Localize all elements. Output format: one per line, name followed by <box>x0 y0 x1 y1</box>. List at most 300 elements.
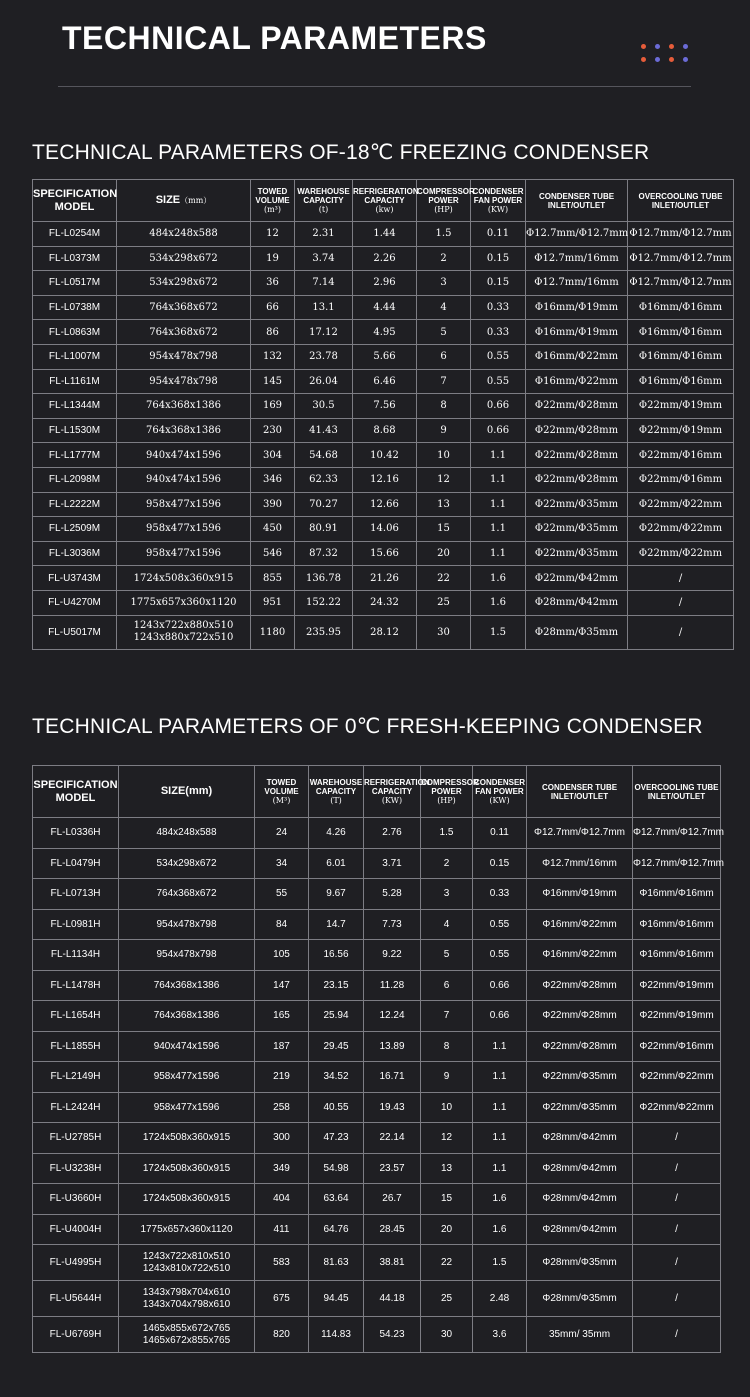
table-row <box>33 970 721 1001</box>
cell-model: FL-L0981H <box>33 909 119 940</box>
cell-towed-volume: 404 <box>255 1184 309 1215</box>
cell-compressor-power: 6 <box>417 344 471 369</box>
table-row <box>33 394 734 419</box>
cell-fan-power: 2.48 <box>473 1281 527 1317</box>
cell-size <box>119 1281 255 1317</box>
cell-size: 958x477x1596 <box>119 1062 255 1093</box>
cell-refrigeration-capacity: 8.68 <box>353 418 417 443</box>
cell-model: FL-L0254M <box>33 222 117 247</box>
cell-model: FL-L1344M <box>33 394 117 419</box>
cell-towed-volume: 219 <box>255 1062 309 1093</box>
fresh-keeping-spec-table <box>32 765 724 1353</box>
cell-overcooling-tube: Φ22mm/Φ22mm <box>628 492 734 517</box>
cell-fan-power: 0.55 <box>473 940 527 971</box>
cell-overcooling-tube: / <box>628 590 734 615</box>
cell-condenser-tube: Φ16mm/Φ22mm <box>527 940 633 971</box>
cell-fan-power: 1.6 <box>471 590 526 615</box>
cell-fan-power: 1.1 <box>473 1123 527 1154</box>
table-row <box>33 222 734 247</box>
cell-towed-volume: 1180 <box>251 615 295 649</box>
cell-warehouse-capacity: 114.83 <box>309 1317 364 1353</box>
cell-towed-volume: 147 <box>255 970 309 1001</box>
page-title: TECHNICAL PARAMETERS <box>62 20 487 56</box>
cell-fan-power: 0.33 <box>471 320 526 345</box>
cell-towed-volume: 84 <box>255 909 309 940</box>
cell-size: 534x298x672 <box>117 271 251 296</box>
cell-refrigeration-capacity: 38.81 <box>364 1245 421 1281</box>
cell-towed-volume: 411 <box>255 1214 309 1245</box>
cell-model: FL-L1530M <box>33 418 117 443</box>
cell-line: 1243x810x722x510 <box>142 1262 231 1274</box>
fresh-keeping-section-title: TECHNICAL PARAMETERS OF 0℃ FRESH-KEEPING CONDENSER <box>32 715 703 738</box>
header-spec-model: SPECIFICATION MODEL <box>33 766 119 818</box>
cell-compressor-power: 10 <box>417 443 471 468</box>
cell-model: FL-L2424H <box>33 1092 119 1123</box>
cell-fan-power: 0.33 <box>473 879 527 910</box>
cell-compressor-power: 22 <box>417 566 471 591</box>
table-row <box>33 369 734 394</box>
cell-condenser-tube: Φ28mm/Φ35mm <box>527 1281 633 1317</box>
cell-model: FL-U2785H <box>33 1123 119 1154</box>
cell-model: FL-L2509M <box>33 517 117 542</box>
header-overcooling-tube: OVERCOOLING TUBE INLET/OUTLET <box>628 180 734 222</box>
cell-fan-power: 1.1 <box>471 492 526 517</box>
cell-compressor-power: 20 <box>417 541 471 566</box>
cell-size: 1775x657x360x1120 <box>119 1214 255 1245</box>
cell-compressor-power: 1.5 <box>417 222 471 247</box>
cell-towed-volume: 450 <box>251 517 295 542</box>
table-row <box>33 1214 721 1245</box>
cell-compressor-power: 5 <box>417 320 471 345</box>
cell-refrigeration-capacity: 2.76 <box>364 818 421 849</box>
table-row <box>33 940 721 971</box>
cell-towed-volume: 546 <box>251 541 295 566</box>
cell-refrigeration-capacity: 13.89 <box>364 1031 421 1062</box>
cell-size: 958x477x1596 <box>117 517 251 542</box>
cell-condenser-tube: Φ22mm/Φ28mm <box>527 1031 633 1062</box>
decorative-dots-icon <box>641 44 689 62</box>
cell-fan-power: 0.66 <box>471 394 526 419</box>
cell-refrigeration-capacity: 44.18 <box>364 1281 421 1317</box>
cell-model: FL-L1855H <box>33 1031 119 1062</box>
cell-towed-volume: 24 <box>255 818 309 849</box>
cell-towed-volume: 169 <box>251 394 295 419</box>
header-warehouse-capacity <box>295 180 353 222</box>
header-label: REFRIGERATION CAPACITY <box>364 778 430 796</box>
cell-size <box>117 615 251 649</box>
cell-refrigeration-capacity: 4.95 <box>353 320 417 345</box>
cell-compressor-power: 12 <box>417 467 471 492</box>
header-condenser-fan-power <box>473 766 527 818</box>
cell-size: 764x368x1386 <box>119 1001 255 1032</box>
cell-refrigeration-capacity: 14.06 <box>353 517 417 542</box>
cell-warehouse-capacity: 136.78 <box>295 566 353 591</box>
cell-model: FL-L0336H <box>33 818 119 849</box>
header-unit: (M³) <box>272 796 291 805</box>
cell-size: 764x368x672 <box>117 320 251 345</box>
cell-condenser-tube: Φ22mm/Φ35mm <box>526 492 628 517</box>
cell-overcooling-tube: / <box>633 1153 721 1184</box>
cell-fan-power: 1.1 <box>473 1062 527 1093</box>
cell-overcooling-tube: Φ16mm/Φ16mm <box>628 369 734 394</box>
cell-model: FL-U5017M <box>33 615 117 649</box>
table-row <box>33 443 734 468</box>
header-label: TOWED VOLUME <box>255 187 290 205</box>
cell-towed-volume: 820 <box>255 1317 309 1353</box>
cell-warehouse-capacity: 40.55 <box>309 1092 364 1123</box>
cell-size: 954x478x798 <box>117 344 251 369</box>
cell-towed-volume: 346 <box>251 467 295 492</box>
cell-fan-power: 0.55 <box>473 909 527 940</box>
cell-condenser-tube: Φ16mm/Φ22mm <box>527 909 633 940</box>
table-row <box>33 1123 721 1154</box>
cell-towed-volume: 12 <box>251 222 295 247</box>
table-row <box>33 271 734 296</box>
table-row <box>33 909 721 940</box>
cell-fan-power: 3.6 <box>473 1317 527 1353</box>
cell-overcooling-tube: Φ22mm/Φ19mm <box>633 970 721 1001</box>
cell-warehouse-capacity: 6.01 <box>309 848 364 879</box>
cell-size: 1724x508x360x915 <box>117 566 251 591</box>
cell-refrigeration-capacity: 21.26 <box>353 566 417 591</box>
cell-fan-power: 0.33 <box>471 295 526 320</box>
cell-model: FL-L2098M <box>33 467 117 492</box>
cell-overcooling-tube: Φ22mm/Φ22mm <box>628 517 734 542</box>
cell-refrigeration-capacity: 2.96 <box>353 271 417 296</box>
cell-compressor-power: 30 <box>417 615 471 649</box>
cell-towed-volume: 583 <box>255 1245 309 1281</box>
header-towed-volume <box>251 180 295 222</box>
cell-refrigeration-capacity: 15.66 <box>353 541 417 566</box>
cell-towed-volume: 86 <box>251 320 295 345</box>
cell-refrigeration-capacity: 26.7 <box>364 1184 421 1215</box>
cell-compressor-power: 5 <box>421 940 473 971</box>
cell-warehouse-capacity: 26.04 <box>295 369 353 394</box>
header-refrigeration-capacity <box>364 766 430 818</box>
cell-refrigeration-capacity: 10.42 <box>353 443 417 468</box>
header-label: WAREHOUSE CAPACITY <box>309 778 363 796</box>
cell-towed-volume: 349 <box>255 1153 309 1184</box>
cell-line: 1343x798x704x610 <box>142 1286 231 1298</box>
cell-line: 1343x704x798x610 <box>142 1298 231 1310</box>
cell-compressor-power: 22 <box>421 1245 473 1281</box>
cell-fan-power: 0.55 <box>471 344 526 369</box>
cell-fan-power: 1.1 <box>471 517 526 542</box>
cell-warehouse-capacity: 235.95 <box>295 615 353 649</box>
cell-condenser-tube: Φ22mm/Φ35mm <box>527 1092 633 1123</box>
table-header-row <box>33 180 734 222</box>
cell-compressor-power: 8 <box>421 1031 473 1062</box>
header-size: SIZE(mm) <box>119 766 255 818</box>
cell-warehouse-capacity: 2.31 <box>295 222 353 247</box>
cell-fan-power: 1.5 <box>473 1245 527 1281</box>
header-label: COMPRESSOR POWER <box>417 187 475 205</box>
cell-line: 1243x722x880x510 <box>133 620 234 631</box>
table-row <box>33 590 734 615</box>
cell-size: 954x478x798 <box>117 369 251 394</box>
header-divider <box>58 86 691 87</box>
table-row <box>33 848 721 879</box>
cell-size <box>119 1245 255 1281</box>
table-row <box>33 344 734 369</box>
cell-size: 484x248x588 <box>117 222 251 247</box>
cell-model: FL-L2222M <box>33 492 117 517</box>
cell-overcooling-tube: Φ16mm/Φ16mm <box>628 344 734 369</box>
cell-model: FL-U5644H <box>33 1281 119 1317</box>
cell-size: 940x474x1596 <box>119 1031 255 1062</box>
cell-warehouse-capacity: 64.76 <box>309 1214 364 1245</box>
cell-refrigeration-capacity: 12.24 <box>364 1001 421 1032</box>
cell-towed-volume: 165 <box>255 1001 309 1032</box>
cell-overcooling-tube: / <box>633 1317 721 1353</box>
header-unit: (t) <box>318 205 329 214</box>
cell-compressor-power: 20 <box>421 1214 473 1245</box>
header-unit: (HP) <box>434 205 453 214</box>
cell-size: 940x474x1596 <box>117 443 251 468</box>
header-label: REFRIGERATION CAPACITY <box>353 187 419 205</box>
cell-fan-power: 0.11 <box>473 818 527 849</box>
cell-fan-power: 0.66 <box>471 418 526 443</box>
cell-model: FL-L1478H <box>33 970 119 1001</box>
cell-size: 954x478x798 <box>119 940 255 971</box>
cell-overcooling-tube: Φ22mm/Φ22mm <box>633 1062 721 1093</box>
cell-warehouse-capacity: 62.33 <box>295 467 353 492</box>
cell-compressor-power: 4 <box>421 909 473 940</box>
cell-condenser-tube: Φ22mm/Φ28mm <box>526 394 628 419</box>
cell-overcooling-tube: / <box>633 1281 721 1317</box>
cell-model: FL-U4995H <box>33 1245 119 1281</box>
cell-model: FL-L2149H <box>33 1062 119 1093</box>
cell-overcooling-tube: Φ22mm/Φ19mm <box>628 394 734 419</box>
cell-size: 534x298x672 <box>119 848 255 879</box>
cell-condenser-tube: Φ22mm/Φ35mm <box>526 517 628 542</box>
cell-warehouse-capacity: 54.68 <box>295 443 353 468</box>
freezing-table-body <box>33 222 734 650</box>
table-row <box>33 1001 721 1032</box>
cell-overcooling-tube: Φ16mm/Φ16mm <box>633 909 721 940</box>
cell-refrigeration-capacity: 4.44 <box>353 295 417 320</box>
cell-overcooling-tube: Φ22mm/Φ16mm <box>628 467 734 492</box>
cell-refrigeration-capacity: 12.66 <box>353 492 417 517</box>
cell-condenser-tube: 35mm/ 35mm <box>527 1317 633 1353</box>
cell-fan-power: 1.5 <box>471 615 526 649</box>
cell-warehouse-capacity: 34.52 <box>309 1062 364 1093</box>
header-refrigeration-capacity <box>353 180 417 222</box>
cell-overcooling-tube: Φ22mm/Φ19mm <box>633 1001 721 1032</box>
cell-fan-power: 1.1 <box>473 1092 527 1123</box>
cell-warehouse-capacity: 25.94 <box>309 1001 364 1032</box>
cell-warehouse-capacity: 7.14 <box>295 271 353 296</box>
cell-condenser-tube: Φ16mm/Φ22mm <box>526 369 628 394</box>
cell-towed-volume: 19 <box>251 246 295 271</box>
cell-size: 1775x657x360x1120 <box>117 590 251 615</box>
cell-fan-power: 1.1 <box>471 443 526 468</box>
cell-model: FL-U3743M <box>33 566 117 591</box>
header-spec-model: SPECIFICATION MODEL <box>33 180 117 222</box>
cell-compressor-power: 1.5 <box>421 818 473 849</box>
cell-model: FL-L0517M <box>33 271 117 296</box>
cell-refrigeration-capacity: 1.44 <box>353 222 417 247</box>
dot <box>641 57 646 62</box>
header-unit: (KW) <box>489 796 510 805</box>
cell-refrigeration-capacity: 22.14 <box>364 1123 421 1154</box>
freezing-section-title: TECHNICAL PARAMETERS OF-18℃ FREEZING CONDENSER <box>32 141 650 164</box>
cell-overcooling-tube: Φ22mm/Φ16mm <box>633 1031 721 1062</box>
cell-size: 534x298x672 <box>117 246 251 271</box>
cell-condenser-tube: Φ16mm/Φ19mm <box>527 879 633 910</box>
cell-warehouse-capacity: 70.27 <box>295 492 353 517</box>
cell-fan-power: 1.6 <box>473 1184 527 1215</box>
cell-condenser-tube: Φ28mm/Φ42mm <box>526 590 628 615</box>
cell-compressor-power: 9 <box>421 1062 473 1093</box>
cell-condenser-tube: Φ22mm/Φ28mm <box>527 970 633 1001</box>
cell-condenser-tube: Φ16mm/Φ19mm <box>526 320 628 345</box>
cell-warehouse-capacity: 9.67 <box>309 879 364 910</box>
cell-refrigeration-capacity: 11.28 <box>364 970 421 1001</box>
cell-fan-power: 1.6 <box>473 1214 527 1245</box>
cell-condenser-tube: Φ28mm/Φ42mm <box>527 1153 633 1184</box>
dot <box>683 57 688 62</box>
cell-overcooling-tube: Φ16mm/Φ16mm <box>633 879 721 910</box>
cell-condenser-tube: Φ12.7mm/16mm <box>526 246 628 271</box>
cell-overcooling-tube: Φ16mm/Φ16mm <box>628 320 734 345</box>
cell-overcooling-tube: Φ16mm/Φ16mm <box>633 940 721 971</box>
header-label: COMPRESSOR POWER <box>421 778 479 796</box>
cell-warehouse-capacity: 13.1 <box>295 295 353 320</box>
cell-warehouse-capacity: 94.45 <box>309 1281 364 1317</box>
table-row <box>33 295 734 320</box>
cell-condenser-tube: Φ28mm/Φ42mm <box>527 1214 633 1245</box>
fresh-keeping-table-body <box>33 818 724 1353</box>
cell-size: 1724x508x360x915 <box>119 1153 255 1184</box>
table-row <box>33 541 734 566</box>
cell-refrigeration-capacity: 9.22 <box>364 940 421 971</box>
cell-overcooling-tube: Φ22mm/Φ19mm <box>628 418 734 443</box>
header-unit: (m³) <box>263 205 282 214</box>
table-row <box>33 418 734 443</box>
table-row <box>33 1184 721 1215</box>
table-row <box>33 615 734 649</box>
header-compressor-power <box>417 180 475 222</box>
cell-model: FL-L3036M <box>33 541 117 566</box>
cell-overcooling-tube: / <box>628 566 734 591</box>
cell-refrigeration-capacity: 2.26 <box>353 246 417 271</box>
cell-refrigeration-capacity: 28.45 <box>364 1214 421 1245</box>
table-row <box>33 1031 721 1062</box>
cell-size: 958x477x1596 <box>117 541 251 566</box>
header-unit: (kw) <box>375 205 394 214</box>
cell-warehouse-capacity: 4.26 <box>309 818 364 849</box>
cell-compressor-power: 2 <box>417 246 471 271</box>
table-row <box>33 818 721 849</box>
header-warehouse-capacity <box>309 766 364 818</box>
table-row <box>33 1317 721 1353</box>
cell-fan-power: 0.66 <box>473 1001 527 1032</box>
header-label: CONDENSER FAN POWER <box>472 187 524 205</box>
cell-condenser-tube: Φ16mm/Φ19mm <box>526 295 628 320</box>
cell-size: 764x368x672 <box>117 295 251 320</box>
cell-condenser-tube: Φ12.7mm/16mm <box>527 848 633 879</box>
cell-compressor-power: 7 <box>417 369 471 394</box>
table-row <box>33 492 734 517</box>
cell-overcooling-tube: Φ16mm/Φ16mm <box>628 295 734 320</box>
cell-compressor-power: 8 <box>417 394 471 419</box>
cell-fan-power: 0.15 <box>473 848 527 879</box>
cell-warehouse-capacity: 23.78 <box>295 344 353 369</box>
cell-condenser-tube: Φ28mm/Φ35mm <box>527 1245 633 1281</box>
cell-model: FL-L0863M <box>33 320 117 345</box>
cell-condenser-tube: Φ22mm/Φ28mm <box>527 1001 633 1032</box>
cell-towed-volume: 304 <box>251 443 295 468</box>
cell-towed-volume: 675 <box>255 1281 309 1317</box>
header-label: CONDENSER FAN POWER <box>473 778 526 796</box>
cell-condenser-tube: Φ12.7mm/Φ12.7mm <box>527 818 633 849</box>
cell-compressor-power: 2 <box>421 848 473 879</box>
cell-compressor-power: 15 <box>417 517 471 542</box>
header-towed-volume <box>255 766 309 818</box>
cell-fan-power: 1.6 <box>471 566 526 591</box>
cell-refrigeration-capacity: 5.66 <box>353 344 417 369</box>
cell-warehouse-capacity: 80.91 <box>295 517 353 542</box>
cell-condenser-tube: Φ12.7mm/16mm <box>526 271 628 296</box>
cell-compressor-power: 25 <box>421 1281 473 1317</box>
cell-size: 1724x508x360x915 <box>119 1123 255 1154</box>
cell-overcooling-tube: / <box>628 615 734 649</box>
table-row <box>33 1281 721 1317</box>
cell-towed-volume: 390 <box>251 492 295 517</box>
table-row <box>33 1092 721 1123</box>
cell-overcooling-tube: Φ12.7mm/Φ12.7mm <box>633 848 721 879</box>
cell-overcooling-tube: Φ22mm/Φ22mm <box>628 541 734 566</box>
cell-towed-volume: 55 <box>255 879 309 910</box>
cell-model: FL-L0373M <box>33 246 117 271</box>
cell-fan-power: 1.1 <box>473 1031 527 1062</box>
table-row <box>33 320 734 345</box>
cell-warehouse-capacity: 54.98 <box>309 1153 364 1184</box>
cell-overcooling-tube: / <box>633 1184 721 1215</box>
cell-warehouse-capacity: 29.45 <box>309 1031 364 1062</box>
cell-warehouse-capacity: 23.15 <box>309 970 364 1001</box>
cell-overcooling-tube: Φ22mm/Φ16mm <box>628 443 734 468</box>
table-row <box>33 566 734 591</box>
cell-compressor-power: 3 <box>421 879 473 910</box>
header-condenser-fan-power <box>471 180 526 222</box>
cell-model: FL-L1134H <box>33 940 119 971</box>
cell-condenser-tube: Φ22mm/Φ28mm <box>526 443 628 468</box>
cell-towed-volume: 187 <box>255 1031 309 1062</box>
dot <box>669 44 674 49</box>
header-condenser-tube: CONDENSER TUBE INLET/OUTLET <box>527 766 633 818</box>
cell-refrigeration-capacity: 24.32 <box>353 590 417 615</box>
cell-compressor-power: 15 <box>421 1184 473 1215</box>
cell-towed-volume: 145 <box>251 369 295 394</box>
header-size-unit: （mm） <box>180 196 212 205</box>
cell-size: 1724x508x360x915 <box>119 1184 255 1215</box>
table-row <box>33 1062 721 1093</box>
cell-refrigeration-capacity: 54.23 <box>364 1317 421 1353</box>
cell-size: 764x368x672 <box>119 879 255 910</box>
table-row <box>33 467 734 492</box>
cell-model: FL-L1777M <box>33 443 117 468</box>
cell-size: 954x478x798 <box>119 909 255 940</box>
cell-model: FL-U4270M <box>33 590 117 615</box>
table-row <box>33 517 734 542</box>
cell-size <box>119 1317 255 1353</box>
cell-compressor-power: 13 <box>417 492 471 517</box>
cell-overcooling-tube: Φ12.7mm/Φ12.7mm <box>628 222 734 247</box>
cell-line: 1243x880x722x510 <box>133 632 234 643</box>
cell-size: 764x368x1386 <box>117 394 251 419</box>
